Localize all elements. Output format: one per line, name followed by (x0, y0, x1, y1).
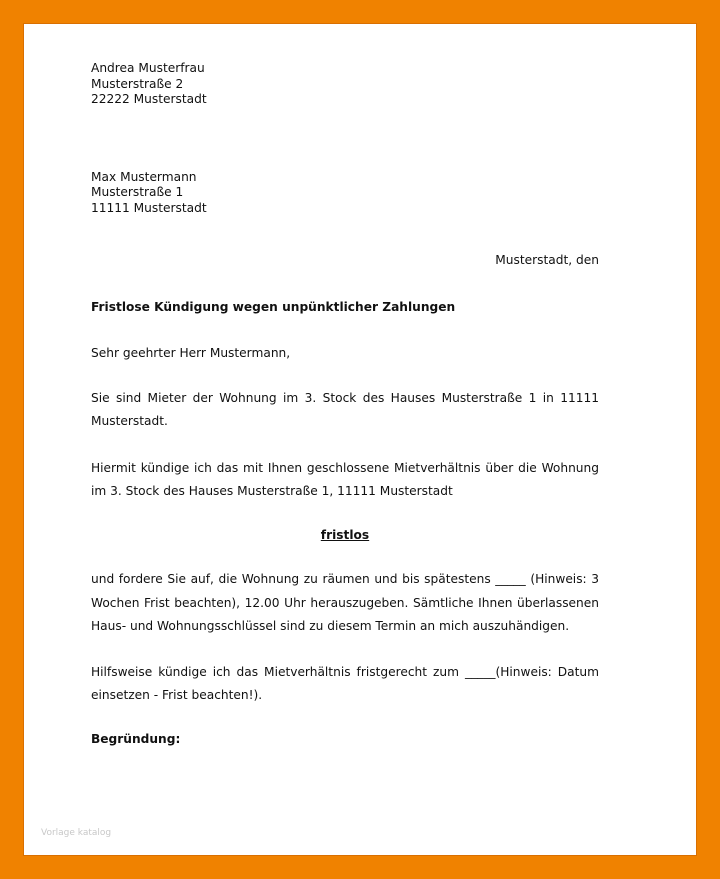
sender-name: Andrea Musterfrau (91, 61, 205, 75)
recipient-city: 11111 Musterstadt (91, 200, 207, 215)
letter-page (23, 23, 697, 856)
watermark: Vorlage katalog (41, 828, 112, 838)
recipient-name: Max Mustermann (91, 169, 197, 184)
emphasis-fristlos: fristlos (320, 527, 370, 542)
paragraph-tenant-info: Sie sind Mieter der Wohnung im 3. Stock des Hauses Musterstraße 1 in 11111 Musterstadt. (91, 390, 599, 428)
reason-heading: Begründung: (91, 731, 181, 746)
paragraph-alternative-termination: Hilfsweise kündige ich das Mietverhältnis fristgerecht zum _____(Hinweis: Datum einsetzen - Frist beachten!). (91, 664, 599, 702)
sender-city: 22222 Musterstadt (91, 92, 207, 106)
recipient-street: Musterstraße 1 (91, 185, 184, 199)
salutation: Sehr geehrter Herr Mustermann, (91, 346, 291, 360)
sender-address (91, 61, 599, 108)
letter-content (91, 61, 599, 747)
subject-line: Fristlose Kündigung wegen unpünktlicher Zahlungen (91, 299, 456, 314)
paragraph-handover: und fordere Sie auf, die Wohnung zu räumen und bis spätestens _____ (Hinweis: 3 Wochen Frist beachten), 12.00 Uhr herauszugeben. Sämtliche Ihnen überlassenen Haus- und Wohnungsschlüssel sind zu diesem Termin an mich auszuhändigen. (91, 572, 599, 633)
date-line: Musterstadt, den (495, 253, 599, 267)
paragraph-termination: Hiermit kündige ich das mit Ihnen geschlossene Mietverhältnis über die Wohnung im 3. Stock des Hauses Musterstraße 1, 11111 Musterstadt (91, 460, 599, 498)
recipient-address (91, 170, 599, 217)
sender-street: Musterstraße 2 (91, 76, 184, 91)
